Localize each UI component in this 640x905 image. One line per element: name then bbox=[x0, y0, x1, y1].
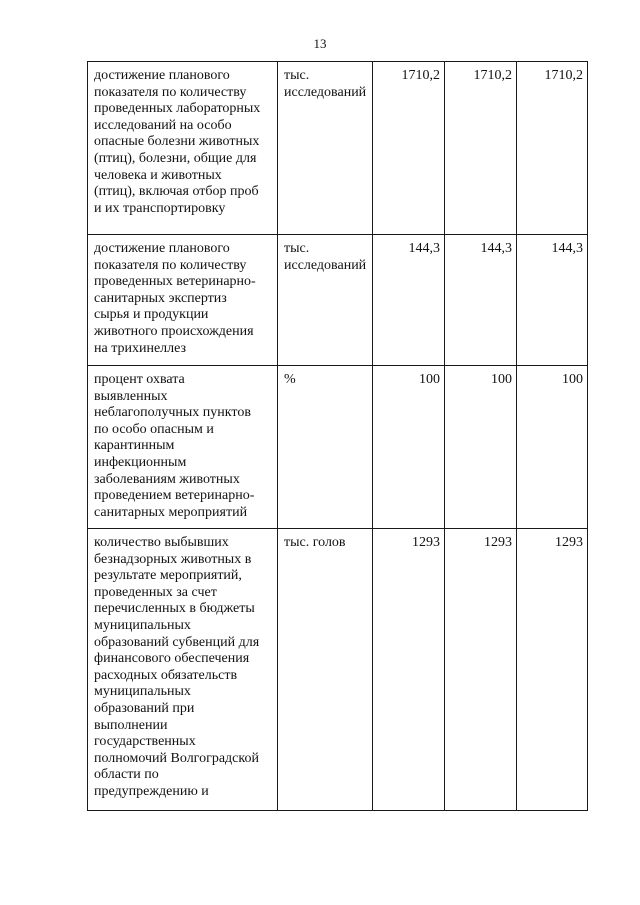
value-cell-1: 100 bbox=[373, 366, 445, 529]
description-line: санитарных мероприятий bbox=[94, 504, 248, 520]
description-line: (птиц), болезни, общие для bbox=[94, 150, 257, 166]
description-line: государственных bbox=[94, 734, 196, 750]
description-line: образований субвенций для bbox=[94, 634, 260, 650]
unit-line: тыс. bbox=[284, 68, 310, 83]
description-line: перечисленных в бюджеты bbox=[94, 601, 255, 617]
value-cell-1: 1710,2 bbox=[373, 62, 445, 235]
description-line: опасные болезни животных bbox=[94, 134, 260, 150]
table-row bbox=[88, 235, 588, 366]
description-line: финансового обеспечения bbox=[94, 651, 250, 667]
value-cell-3: 100 bbox=[517, 366, 588, 529]
description-line: инфекционным bbox=[94, 454, 187, 470]
description-line: достижение планового bbox=[94, 241, 230, 256]
indicator-description-cell bbox=[88, 529, 278, 811]
unit-line: % bbox=[284, 372, 296, 387]
description-line: результате мероприятий, bbox=[94, 568, 242, 584]
description-line: безнадзорных животных в bbox=[94, 551, 252, 567]
description-line: образований при bbox=[94, 700, 195, 716]
description-line: на трихинеллез bbox=[94, 340, 187, 356]
description-line: количество выбывших bbox=[94, 535, 229, 550]
description-line: показателя по количеству bbox=[94, 84, 247, 100]
indicator-description-cell bbox=[88, 366, 278, 529]
description-line: проведенных ветеринарно- bbox=[94, 274, 256, 290]
value-cell-3: 144,3 bbox=[517, 235, 588, 366]
description-line: достижение планового bbox=[94, 68, 230, 83]
page-number: 13 bbox=[313, 36, 327, 51]
description-line: неблагополучных пунктов bbox=[94, 405, 251, 421]
description-line: проведением ветеринарно- bbox=[94, 488, 255, 504]
description-line: предупреждению и bbox=[94, 783, 209, 799]
value-cell-2: 100 bbox=[445, 366, 517, 529]
description-line: процент охвата bbox=[94, 372, 185, 387]
unit-line: тыс. голов bbox=[284, 535, 346, 550]
value-cell-2: 1710,2 bbox=[445, 62, 517, 235]
description-line: муниципальных bbox=[94, 617, 191, 633]
indicator-description-cell bbox=[88, 235, 278, 366]
description-line: показателя по количеству bbox=[94, 257, 247, 273]
description-line: карантинным bbox=[94, 438, 175, 454]
unit-cell bbox=[278, 366, 373, 529]
unit-line: тыс. bbox=[284, 241, 310, 256]
value-cell-3: 1710,2 bbox=[517, 62, 588, 235]
indicators-table bbox=[87, 61, 588, 811]
description-line: области по bbox=[94, 767, 159, 783]
table-row bbox=[88, 62, 588, 235]
description-line: заболеваниям животных bbox=[94, 471, 240, 487]
description-line: исследований на особо bbox=[94, 117, 232, 133]
description-line: (птиц), включая отбор проб bbox=[94, 184, 259, 200]
value-cell-1: 1293 bbox=[373, 529, 445, 811]
indicator-description-cell bbox=[88, 62, 278, 235]
value-cell-2: 1293 bbox=[445, 529, 517, 811]
unit-line: исследований bbox=[284, 84, 367, 100]
table-body bbox=[88, 62, 588, 811]
unit-line: исследований bbox=[284, 257, 367, 273]
description-line: человека и животных bbox=[94, 167, 222, 183]
value-cell-2: 144,3 bbox=[445, 235, 517, 366]
description-line: по особо опасным и bbox=[94, 421, 214, 437]
value-cell-3: 1293 bbox=[517, 529, 588, 811]
description-line: выполнении bbox=[94, 717, 168, 733]
description-line: животного происхождения bbox=[94, 323, 254, 339]
unit-cell bbox=[278, 62, 373, 235]
description-line: муниципальных bbox=[94, 684, 191, 700]
description-line: сырья и продукции bbox=[94, 307, 209, 323]
description-line: проведенных лабораторных bbox=[94, 101, 261, 117]
value-cell-1: 144,3 bbox=[373, 235, 445, 366]
description-line: расходных обязательств bbox=[94, 667, 238, 683]
description-line: выявленных bbox=[94, 388, 168, 404]
description-line: и их транспортировку bbox=[94, 200, 226, 216]
description-line: проведенных за счет bbox=[94, 584, 217, 600]
unit-cell bbox=[278, 529, 373, 811]
description-line: санитарных экспертиз bbox=[94, 290, 227, 306]
unit-cell bbox=[278, 235, 373, 366]
table-row bbox=[88, 366, 588, 529]
description-line: полномочий Волгоградской bbox=[94, 750, 259, 766]
table-row bbox=[88, 529, 588, 811]
